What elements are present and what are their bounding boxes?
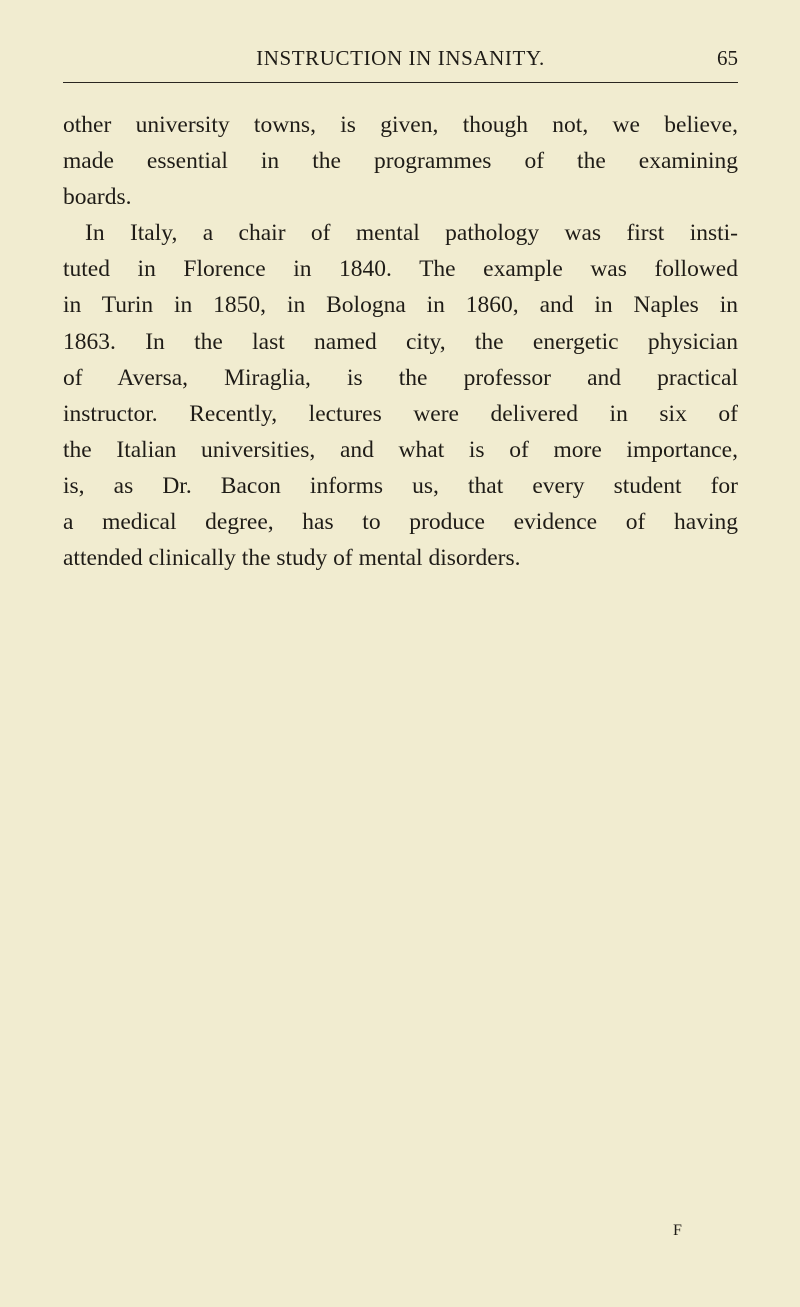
signature-mark: F	[673, 1222, 682, 1239]
running-title: INSTRUCTION IN INSANITY.	[256, 46, 545, 70]
text-line: a medical degree, has to produce evidence of having	[63, 509, 738, 536]
text-line: In Italy, a chair of mental pathology was first insti-	[85, 220, 738, 247]
text-line: other university towns, is given, though not, we believe,	[63, 112, 738, 138]
text-line: is, as Dr. Bacon informs us, that every student for	[63, 472, 738, 499]
text-line: instructor. Recently, lectures were delivered in six of	[63, 400, 738, 427]
body-text	[63, 107, 738, 576]
text-line: of Aversa, Miraglia, is the professor and practical	[63, 364, 738, 391]
text-line: attended clinically the study of mental disorders.	[63, 545, 521, 572]
text-line: in Turin in 1850, in Bologna in 1860, and in Naples in	[63, 292, 738, 319]
text-line: boards.	[63, 184, 132, 211]
text-line: the Italian universities, and what is of more importance,	[63, 436, 738, 463]
page-number: 65	[717, 46, 738, 70]
text-line: 1863. In the last named city, the energetic physician	[63, 328, 738, 355]
running-header	[63, 42, 738, 83]
text-line: made essential in the programmes of the examining	[63, 148, 738, 175]
text-line: tuted in Florence in 1840. The example was followed	[63, 256, 738, 283]
